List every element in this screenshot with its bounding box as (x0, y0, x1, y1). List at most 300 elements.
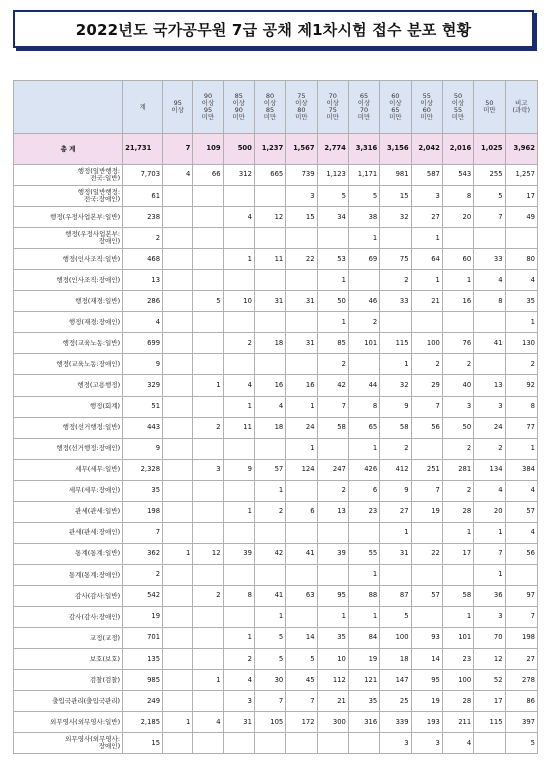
table-cell: 468 (123, 249, 163, 270)
table-cell (223, 312, 254, 333)
table-cell (380, 312, 411, 333)
table-cell (505, 564, 537, 585)
table-cell (163, 628, 193, 649)
total-cell: 3,156 (380, 134, 411, 165)
page-title: 2022년도 국가공무원 7급 공채 제1차시험 접수 분포 현황 (13, 10, 534, 48)
table-cell: 1 (317, 312, 348, 333)
table-cell: 27 (380, 501, 411, 522)
table-cell (254, 186, 285, 207)
table-cell: 86 (505, 691, 537, 712)
table-cell: 85 (317, 333, 348, 354)
table-cell: 18 (254, 333, 285, 354)
table-cell: 35 (123, 480, 163, 501)
table-row (14, 501, 538, 522)
table-cell (193, 733, 223, 754)
table-cell: 19 (411, 691, 442, 712)
column-header: 90 이상 95 미만 (193, 81, 223, 134)
table-cell: 95 (317, 585, 348, 606)
table-cell: 2 (223, 649, 254, 670)
table-cell: 2 (317, 480, 348, 501)
table-cell: 44 (348, 375, 379, 396)
table-cell: 50 (317, 291, 348, 312)
table-cell: 362 (123, 543, 163, 564)
table-row (14, 712, 538, 733)
table-cell: 22 (411, 543, 442, 564)
table-cell: 31 (254, 291, 285, 312)
table-cell (474, 354, 505, 375)
table-cell (411, 312, 442, 333)
table-cell (505, 228, 537, 249)
table-cell: 1 (348, 564, 379, 585)
total-cell: 2,774 (317, 134, 348, 165)
table-cell (163, 333, 193, 354)
table-cell: 249 (123, 691, 163, 712)
total-cell: 2,016 (442, 134, 473, 165)
table-cell: 7 (123, 522, 163, 543)
row-label: 관세(관세:일반) (14, 501, 123, 522)
column-header: 70 이상 75 미만 (317, 81, 348, 134)
table-cell: 19 (411, 501, 442, 522)
table-cell (163, 670, 193, 691)
table-body (14, 134, 538, 754)
table-cell (317, 564, 348, 585)
row-label: 감사(감사:장애인) (14, 606, 123, 627)
table-cell: 40 (442, 375, 473, 396)
table-cell: 134 (474, 459, 505, 480)
table-row (14, 606, 538, 627)
table-cell: 9 (223, 459, 254, 480)
row-label: 세무(세무:장애인) (14, 480, 123, 501)
table-cell (286, 480, 317, 501)
table-cell: 1 (348, 438, 379, 459)
table-cell: 339 (380, 712, 411, 733)
table-cell (163, 691, 193, 712)
table-cell: 42 (317, 375, 348, 396)
table-cell: 76 (442, 333, 473, 354)
table-cell (163, 186, 193, 207)
table-cell: 7 (474, 543, 505, 564)
table-cell: 49 (505, 207, 537, 228)
table-cell: 100 (411, 333, 442, 354)
table-cell (163, 417, 193, 438)
table-cell: 124 (286, 459, 317, 480)
table-cell (193, 207, 223, 228)
table-cell: 2 (442, 480, 473, 501)
column-header: 95 이상 (163, 81, 193, 134)
table-cell: 2,185 (123, 712, 163, 733)
table-cell: 1 (193, 375, 223, 396)
table-cell: 25 (380, 691, 411, 712)
total-cell: 500 (223, 134, 254, 165)
table-cell (193, 691, 223, 712)
table-cell: 1 (286, 438, 317, 459)
table-cell (193, 438, 223, 459)
table-cell: 542 (123, 585, 163, 606)
table-cell: 2 (254, 501, 285, 522)
table-cell: 5 (254, 628, 285, 649)
table-cell: 15 (123, 733, 163, 754)
table-cell: 665 (254, 165, 285, 186)
table-cell: 985 (123, 670, 163, 691)
table-cell: 18 (254, 417, 285, 438)
table-cell: 100 (442, 670, 473, 691)
table-cell: 1 (505, 312, 537, 333)
table-cell: 24 (474, 417, 505, 438)
table-cell: 8 (348, 396, 379, 417)
table-cell: 443 (123, 417, 163, 438)
table-cell: 95 (411, 670, 442, 691)
table-cell: 4 (505, 480, 537, 501)
table-cell: 101 (348, 333, 379, 354)
table-cell (254, 228, 285, 249)
table-cell: 4 (193, 712, 223, 733)
row-label: 행정(재경:일반) (14, 291, 123, 312)
table-cell: 60 (442, 249, 473, 270)
table-cell (163, 375, 193, 396)
table-cell (163, 438, 193, 459)
table-row (14, 585, 538, 606)
table-cell: 1 (223, 501, 254, 522)
table-cell (193, 649, 223, 670)
table-cell: 7 (411, 480, 442, 501)
table-cell: 66 (193, 165, 223, 186)
table-cell: 278 (505, 670, 537, 691)
table-cell (223, 186, 254, 207)
table-cell (163, 733, 193, 754)
table-cell: 2 (193, 585, 223, 606)
table-cell (163, 606, 193, 627)
table-cell: 93 (411, 628, 442, 649)
table-row (14, 165, 538, 186)
table-row (14, 312, 538, 333)
table-row (14, 375, 538, 396)
table-cell (193, 354, 223, 375)
table-cell (254, 733, 285, 754)
table-cell: 384 (505, 459, 537, 480)
header-corner (14, 81, 123, 134)
table-cell: 29 (411, 375, 442, 396)
table-cell: 312 (223, 165, 254, 186)
table-cell: 2 (380, 438, 411, 459)
table-cell (193, 501, 223, 522)
table-row (14, 396, 538, 417)
table-cell: 63 (286, 585, 317, 606)
table-cell: 27 (505, 649, 537, 670)
total-cell: 109 (193, 134, 223, 165)
table-cell: 1 (442, 606, 473, 627)
table-cell (286, 312, 317, 333)
table-cell: 46 (348, 291, 379, 312)
table-cell: 36 (474, 585, 505, 606)
table-cell: 4 (474, 480, 505, 501)
table-cell: 7 (254, 691, 285, 712)
table-cell: 193 (411, 712, 442, 733)
table-cell (286, 522, 317, 543)
table-cell: 9 (123, 438, 163, 459)
table-cell (163, 270, 193, 291)
table-cell: 35 (317, 628, 348, 649)
table-cell (223, 733, 254, 754)
table-cell: 115 (380, 333, 411, 354)
table-cell: 41 (254, 585, 285, 606)
column-header: 60 이상 65 미만 (380, 81, 411, 134)
table-row (14, 438, 538, 459)
table-cell: 12 (254, 207, 285, 228)
table-cell (163, 459, 193, 480)
table-row (14, 670, 538, 691)
table-cell: 16 (286, 375, 317, 396)
row-label: 관세(관세:장애인) (14, 522, 123, 543)
column-header: 50 미만 (474, 81, 505, 134)
row-label: 교정(교정) (14, 628, 123, 649)
table-cell: 57 (254, 459, 285, 480)
total-row (14, 134, 538, 165)
table-cell: 7 (505, 606, 537, 627)
table-cell: 4 (163, 165, 193, 186)
table-cell: 4 (442, 733, 473, 754)
table-row (14, 459, 538, 480)
table-cell: 5 (380, 606, 411, 627)
table-cell (163, 396, 193, 417)
table-cell (317, 522, 348, 543)
table-cell: 4 (223, 375, 254, 396)
table-cell: 2 (380, 270, 411, 291)
total-label: 총 계 (14, 134, 123, 165)
table-cell: 238 (123, 207, 163, 228)
table-cell: 15 (380, 186, 411, 207)
exam-distribution-table (13, 80, 538, 754)
table-cell: 739 (286, 165, 317, 186)
table-cell (380, 564, 411, 585)
column-header: 비고 (과락) (505, 81, 537, 134)
table-cell: 1 (474, 564, 505, 585)
table-cell (254, 354, 285, 375)
table-cell: 6 (286, 501, 317, 522)
table-cell: 397 (505, 712, 537, 733)
table-cell: 7 (411, 396, 442, 417)
row-label: 외무영사(외무영사: 장애인) (14, 733, 123, 754)
table-row (14, 522, 538, 543)
table-row (14, 354, 538, 375)
table-cell (380, 228, 411, 249)
table-cell: 45 (286, 670, 317, 691)
total-cell: 1,025 (474, 134, 505, 165)
table-cell (254, 564, 285, 585)
table-cell: 3 (442, 396, 473, 417)
table-cell: 172 (286, 712, 317, 733)
table-cell: 14 (286, 628, 317, 649)
table-cell: 3 (193, 459, 223, 480)
table-cell (286, 733, 317, 754)
table-cell: 10 (223, 291, 254, 312)
table-cell: 12 (474, 649, 505, 670)
table-cell (474, 228, 505, 249)
table-cell: 281 (442, 459, 473, 480)
table-cell (163, 291, 193, 312)
table-cell (163, 312, 193, 333)
table-cell: 22 (286, 249, 317, 270)
table-cell (254, 522, 285, 543)
table-cell (411, 522, 442, 543)
table-cell: 121 (348, 670, 379, 691)
table-cell (286, 228, 317, 249)
table-cell (223, 438, 254, 459)
table-cell (163, 228, 193, 249)
table-cell: 147 (380, 670, 411, 691)
table-cell (317, 733, 348, 754)
table-cell: 1 (442, 270, 473, 291)
table-cell (223, 522, 254, 543)
table-cell: 56 (505, 543, 537, 564)
table-cell: 112 (317, 670, 348, 691)
table-cell: 101 (442, 628, 473, 649)
table-cell (411, 438, 442, 459)
table-cell (254, 270, 285, 291)
table-cell: 198 (123, 501, 163, 522)
table-cell: 2 (348, 312, 379, 333)
table-cell (286, 606, 317, 627)
table-cell: 1 (254, 606, 285, 627)
row-label: 행정(재경:장애인) (14, 312, 123, 333)
table-cell: 28 (442, 691, 473, 712)
table-cell (163, 480, 193, 501)
table-cell: 2,328 (123, 459, 163, 480)
table-cell (193, 186, 223, 207)
table-cell (163, 249, 193, 270)
table-cell: 12 (193, 543, 223, 564)
table-cell: 4 (123, 312, 163, 333)
table-cell: 1 (254, 480, 285, 501)
table-cell: 1 (380, 354, 411, 375)
table-row (14, 333, 538, 354)
table-cell: 286 (123, 291, 163, 312)
total-cell: 1,567 (286, 134, 317, 165)
table-cell: 92 (505, 375, 537, 396)
table-cell (254, 312, 285, 333)
table-cell: 587 (411, 165, 442, 186)
table-row (14, 186, 538, 207)
table-cell: 19 (123, 606, 163, 627)
column-header: 50 이상 55 미만 (442, 81, 473, 134)
column-header: 65 이상 70 미만 (348, 81, 379, 134)
table-cell: 13 (123, 270, 163, 291)
table-cell: 31 (380, 543, 411, 564)
table-cell: 70 (474, 628, 505, 649)
table-cell: 130 (505, 333, 537, 354)
table-cell: 17 (474, 691, 505, 712)
table-cell: 8 (223, 585, 254, 606)
table-cell: 65 (348, 417, 379, 438)
table-cell: 426 (348, 459, 379, 480)
table-cell: 53 (317, 249, 348, 270)
table-cell: 1,257 (505, 165, 537, 186)
table-cell: 17 (442, 543, 473, 564)
table-cell: 247 (317, 459, 348, 480)
table-cell: 100 (380, 628, 411, 649)
table-cell: 20 (442, 207, 473, 228)
table-cell: 16 (254, 375, 285, 396)
table-cell: 3 (474, 396, 505, 417)
table-cell: 1 (193, 670, 223, 691)
table-cell: 57 (505, 501, 537, 522)
table-cell: 2 (505, 354, 537, 375)
table-cell: 80 (505, 249, 537, 270)
table-cell: 2 (317, 354, 348, 375)
table-cell (348, 354, 379, 375)
table-cell: 2 (223, 333, 254, 354)
table-cell: 3 (474, 606, 505, 627)
table-cell: 1 (163, 712, 193, 733)
table-cell: 61 (123, 186, 163, 207)
table-cell (474, 733, 505, 754)
table-cell: 41 (474, 333, 505, 354)
table-cell: 981 (380, 165, 411, 186)
table-cell: 8 (505, 396, 537, 417)
table-cell (223, 270, 254, 291)
row-label: 행정(우정사업본부:일반) (14, 207, 123, 228)
table-cell: 2 (411, 354, 442, 375)
table-cell: 105 (254, 712, 285, 733)
table-cell: 255 (474, 165, 505, 186)
table-cell: 21 (317, 691, 348, 712)
table-cell: 1 (505, 438, 537, 459)
table-cell (348, 270, 379, 291)
table-cell: 50 (442, 417, 473, 438)
table-cell: 18 (380, 649, 411, 670)
table-cell: 39 (223, 543, 254, 564)
table-cell (193, 480, 223, 501)
table-cell: 27 (411, 207, 442, 228)
table-cell: 316 (348, 712, 379, 733)
table-cell: 1 (223, 628, 254, 649)
table-cell: 31 (286, 291, 317, 312)
table-cell: 87 (380, 585, 411, 606)
table-cell: 2 (474, 438, 505, 459)
table-cell: 1,171 (348, 165, 379, 186)
table-row (14, 228, 538, 249)
table-cell (163, 522, 193, 543)
table-cell (442, 228, 473, 249)
table-cell: 4 (254, 396, 285, 417)
row-label: 행정(우정사업본부: 장애인) (14, 228, 123, 249)
table-cell: 24 (286, 417, 317, 438)
table-cell (411, 606, 442, 627)
row-label: 행정(교육노동:장애인) (14, 354, 123, 375)
table-cell: 30 (254, 670, 285, 691)
table-cell: 1 (411, 228, 442, 249)
table-cell: 1 (163, 543, 193, 564)
table-cell (317, 438, 348, 459)
table-cell: 1 (317, 606, 348, 627)
column-header: 85 이상 90 미만 (223, 81, 254, 134)
table-cell (193, 228, 223, 249)
table-row (14, 207, 538, 228)
table-cell: 41 (286, 543, 317, 564)
table-cell: 211 (442, 712, 473, 733)
table-cell: 13 (474, 375, 505, 396)
table-cell: 58 (317, 417, 348, 438)
table-cell: 251 (411, 459, 442, 480)
row-label: 감사(감사:일반) (14, 585, 123, 606)
row-label: 행정(선거행정:장애인) (14, 438, 123, 459)
table-row (14, 291, 538, 312)
table-cell: 52 (474, 670, 505, 691)
table-cell: 16 (442, 291, 473, 312)
table-cell: 4 (223, 207, 254, 228)
table-cell: 2 (123, 564, 163, 585)
table-cell (223, 228, 254, 249)
table-cell (163, 207, 193, 228)
